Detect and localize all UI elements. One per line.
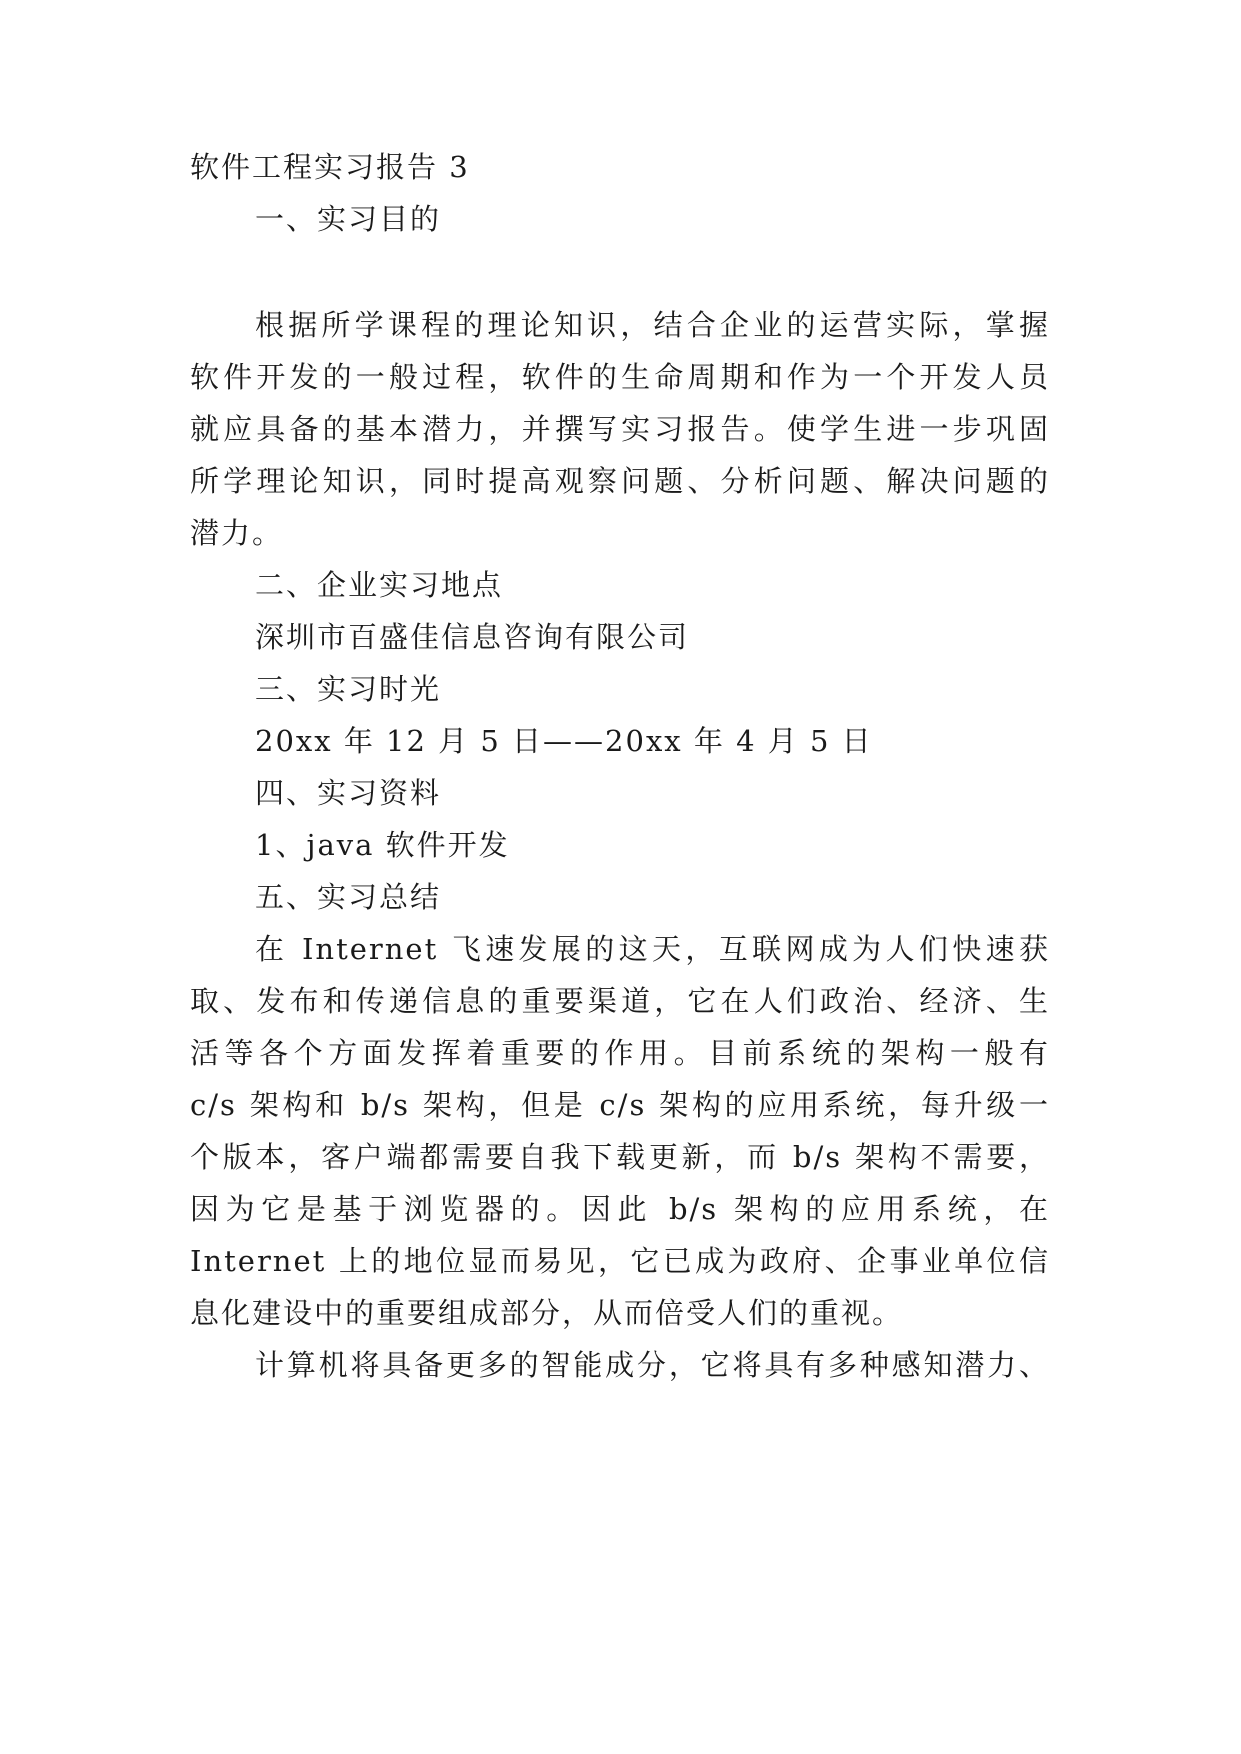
paragraph-line: 软件开发的一般过程，软件的生命周期和作为一个开发人员: [190, 360, 1050, 394]
document-title: 软件工程实习报告 3: [190, 150, 470, 184]
paragraph-line: 取、发布和传递信息的重要渠道，它在人们政治、经济、生: [190, 984, 1050, 1018]
paragraph-line: Internet 上的地位显而易见，它已成为政府、企事业单位信: [190, 1244, 1050, 1278]
internship-period: 20xx 年 12 月 5 日——20xx 年 4 月 5 日: [255, 724, 873, 758]
paragraph-line: 潜力。: [190, 516, 284, 550]
material-item: 1、java 软件开发: [255, 828, 510, 862]
paragraph-line: 就应具备的基本潜力，并撰写实习报告。使学生进一步巩固: [190, 412, 1050, 446]
paragraph-line: 计算机将具备更多的智能成分，它将具有多种感知潜力、: [255, 1348, 1050, 1382]
paragraph-line: 息化建设中的重要组成部分，从而倍受人们的重视。: [190, 1296, 904, 1330]
company-name: 深圳市百盛佳信息咨询有限公司: [255, 620, 690, 654]
section-heading-location: 二、企业实习地点: [255, 568, 504, 602]
section-heading-summary: 五、实习总结: [255, 880, 442, 914]
section-heading-time: 三、实习时光: [255, 672, 442, 706]
paragraph-line: c/s 架构和 b/s 架构，但是 c/s 架构的应用系统，每升级一: [190, 1088, 1050, 1122]
paragraph-line: 所学理论知识，同时提高观察问题、分析问题、解决问题的: [190, 464, 1050, 498]
paragraph-line: 因为它是基于浏览器的。因此 b/s 架构的应用系统，在: [190, 1192, 1050, 1226]
paragraph-line: 根据所学课程的理论知识，结合企业的运营实际，掌握: [255, 308, 1050, 342]
section-heading-purpose: 一、实习目的: [255, 202, 442, 236]
paragraph-line: 活等各个方面发挥着重要的作用。目前系统的架构一般有: [190, 1036, 1050, 1070]
section-heading-materials: 四、实习资料: [255, 776, 442, 810]
paragraph-line: 个版本，客户端都需要自我下载更新，而 b/s 架构不需要，: [190, 1140, 1050, 1174]
paragraph-line: 在 Internet 飞速发展的这天，互联网成为人们快速获: [255, 932, 1050, 966]
